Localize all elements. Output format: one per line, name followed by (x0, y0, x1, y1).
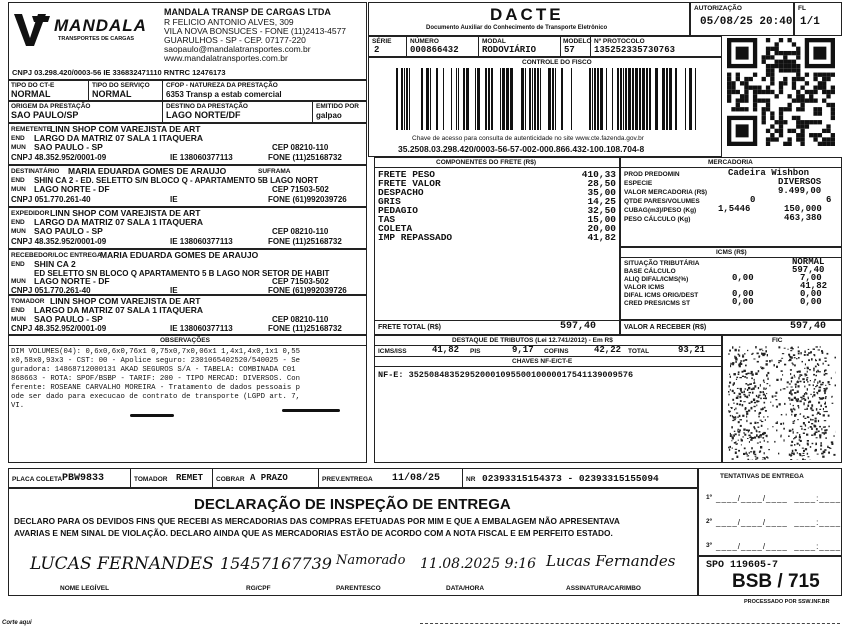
emitido-value: galpao (316, 111, 342, 120)
mercadoria-title: MERCADORIA (708, 159, 753, 166)
processado-label: PROCESSADO POR SSW.INF.BR (744, 599, 830, 605)
remetente-cep: CEP 08210-110 (272, 143, 329, 152)
data-label: DATA/HORA (446, 585, 485, 592)
aliq-label: ALIQ DIFAL/ICMS(%) (624, 276, 689, 283)
tipo-cte-value: NORMAL (11, 89, 51, 99)
observacao-line: guradora: 14868712000131 AKAD SEGUROS S/A - TABELA: COMBINADA C01 (11, 366, 296, 374)
autorizacao-label: AUTORIZAÇÃO (694, 5, 742, 12)
frete-item-value: 41,82 (587, 232, 616, 243)
nfe-key: NF-E: 35250848352952000109550010000017541139009576 (378, 370, 634, 380)
frete-item-value: 14,25 (587, 196, 616, 207)
cobrar-label: COBRAR (216, 476, 245, 483)
tentativa-3: 3º (706, 542, 712, 549)
aliq-b: 7,00 (800, 273, 822, 283)
tentativas-title: TENTATIVAS DE ENTREGA (720, 473, 804, 480)
emitter-cnpj: CNPJ 03.298.420/0003-56 IE 336832471110 RNTRC 12476173 (12, 68, 226, 77)
cut-line (420, 623, 840, 624)
expedidor-title: EXPEDIDOR (11, 210, 50, 217)
tentativa-2-line: ____/____/____ ____:____ (716, 518, 842, 527)
recebedor-fone: FONE (61)992039726 (268, 286, 347, 295)
recebedor-end2: ED SELETTO SN BLOCO Q APARTAMENTO 5 B LAGO NOR SETOR DE HABIT (34, 269, 330, 278)
modelo-label: MODELO (563, 38, 592, 45)
observacao-line: DIM VOLUMES(04): 0,6x0,6x0,76x1 0,75x0,7x0,06x1 1,4x1,4x0,1x1 0,55 (11, 348, 301, 356)
expedidor-mun: SAO PAULO - SP (34, 226, 103, 236)
qtde-label: QTDE PARES/VOLUMES (624, 198, 700, 205)
remetente-cnpj: CNPJ 48.352.952/0001-09 (11, 153, 107, 162)
tomador-title: TOMADOR (11, 298, 45, 305)
frete-total-value: 597,40 (560, 321, 597, 332)
tomador-cnpj: CNPJ 48.352.952/0001-09 (11, 324, 107, 333)
controle-fisco-label: CONTROLE DO FISCO (522, 59, 592, 66)
emitter-name: MANDALA TRANSP DE CARGAS LTDA (164, 7, 331, 17)
frete-item-label: PEDAGIO (378, 205, 418, 216)
situacao-value: NORMAL (792, 257, 825, 267)
numero-value: 000866432 (410, 45, 459, 55)
icms-title: ICMS (R$) (716, 249, 747, 256)
cfop-value: 6353 Transp a estab comercial (166, 90, 282, 99)
prev-value: 11/08/25 (392, 473, 441, 484)
frete-item-label: DESPACHO (378, 187, 424, 198)
recebedor-end1: SHIN CA 2 (34, 259, 76, 269)
logo-text: MANDALA (54, 16, 147, 35)
observacao-line: 868663 - ROTA: SPOF/BSBP - TARIF: 200 - TIPO MERCAD: DIVERSOS. Con (11, 375, 301, 383)
frete-item-row (378, 233, 616, 242)
tomador-footer-label: TOMADOR (134, 476, 168, 483)
frete-item-label: IMP REPASSADO (378, 232, 453, 243)
frete-item-row (378, 215, 616, 224)
tipo-serv-label: TIPO DO SERVIÇO (92, 82, 150, 89)
remetente-ie: IE 138060377113 (170, 153, 233, 162)
peso-label: PESO CÁLCULO (Kg) (624, 216, 691, 223)
remetente-mun: SAO PAULO - SP (34, 142, 103, 152)
cred-a: 0,00 (732, 297, 754, 307)
frete-item-label: FRETE VALOR (378, 178, 441, 189)
tentativa-3-line: ____/____/____ ____:____ (716, 542, 842, 551)
bsb-value: BSB / 715 (732, 571, 820, 592)
cobrar-value: A PRAZO (250, 473, 288, 483)
expedidor-name: LINN SHOP COM VAREJISTA DE ART (50, 208, 201, 218)
dacte-title: DACTE (490, 5, 564, 24)
valor-merc-value: 9.499,00 (778, 186, 822, 196)
frete-item-label: FRETE PESO (378, 169, 436, 180)
observacao-line: ode ser dado para execucao de contrato de transporte (LGPD art. 7, (11, 393, 301, 401)
observacoes-title: OBSERVAÇÕES (160, 337, 210, 344)
tentativa-1: 1º (706, 494, 712, 501)
peso-value: 463,380 (784, 213, 822, 223)
frete-item-value: 32,50 (587, 205, 616, 216)
frete-total-label: FRETE TOTAL (R$) (378, 324, 441, 331)
especie-label: ESPECIE (624, 180, 653, 187)
sig-rg: 15457167739 (220, 554, 332, 573)
valor-icms-value: 41,82 (800, 281, 828, 291)
chave-value: 35.2508.03.298.420/0003-56-57-002-000.866.432-100.108.704-8 (398, 144, 645, 154)
modal-value: RODOVIÁRIO (482, 45, 537, 55)
emitter-addr2: VILA NOVA BONSUCES - FONE (11)2413-4577 (164, 26, 347, 36)
mun-label: MUN (11, 186, 26, 193)
difal-label: DIFAL ICMS ORIG/DEST (624, 292, 699, 299)
frete-item-value: 15,00 (587, 214, 616, 225)
cubag-a: 1,5446 (718, 204, 751, 214)
dacte-subtitle: Documento Auxiliar do Conhecimento de Transporte Eletrônico (426, 25, 608, 31)
mun-label: MUN (11, 228, 26, 235)
base-label: BASE CÁLCULO (624, 268, 676, 275)
placa-value: PBW9833 (62, 473, 105, 484)
destinatario-mun: LAGO NORTE - DF (34, 184, 110, 194)
stamp-icon (728, 346, 836, 460)
receber-label: VALOR A RECEBER (R$) (624, 324, 707, 331)
tomador-fone: FONE (11)25168732 (268, 324, 342, 333)
tentativa-1-line: ____/____/____ ____:____ (716, 494, 842, 503)
frete-item-value: 410,33 (581, 169, 616, 180)
destinatario-name: MARIA EDUARDA GOMES DE ARAUJO (68, 166, 227, 176)
valor-merc-label: VALOR MERCADORIA (R$) (624, 189, 708, 196)
autorizacao-value: 05/08/25 20:40 (700, 16, 793, 28)
frete-item-row (378, 188, 616, 197)
cubag-label: CUBAG(m3)/PESO (Kg) (624, 207, 697, 214)
frete-title: COMPONENTES DO FRETE (R$) (436, 159, 537, 166)
situacao-label: SITUAÇÃO TRIBUTÁRIA (624, 260, 700, 267)
destinatario-cnpj: CNPJ 051.770.261-40 (11, 195, 91, 204)
frete-item-label: GRIS (378, 196, 401, 207)
redaction-mark (282, 409, 340, 412)
placa-label: PLACA COLETA (12, 476, 63, 483)
tributos-title: DESTAQUE DE TRIBUTOS (Lei 12.741/2012) - Em R$ (452, 337, 613, 344)
pis-value: 9,17 (512, 345, 534, 355)
end-label: END (11, 219, 25, 226)
origem-value: SAO PAULO/SP (11, 110, 79, 120)
destinatario-cep: CEP 71503-502 (272, 185, 329, 194)
frete-item-label: COLETA (378, 223, 413, 234)
logo-subtext: TRANSPORTES DE CARGAS (58, 36, 135, 42)
emitter-site: www.mandalatransportes.com.br (164, 53, 288, 63)
tipo-serv-value: NORMAL (92, 89, 132, 99)
mandala-logo-icon (12, 12, 52, 48)
cred-b: 0,00 (800, 297, 822, 307)
declaracao-text2: AVARIAS E NEM SINAL DE VIOLAÇÃO. DECLARO AINDA QUE AS MERCADORIAS ESTÃO DE ACORDO COM A NOTA FISCAL E EM PERFEITO ESTADO. (14, 528, 613, 538)
expedidor-cep: CEP 08210-110 (272, 227, 329, 236)
emitter-email: saopaulo@mandalatransportes.com.br (164, 44, 311, 54)
destinatario-fone: FONE (61)992039726 (268, 195, 347, 204)
mun-label: MUN (11, 144, 26, 151)
qtde-b: 6 (826, 195, 832, 205)
rg-label: RG/CPF (246, 585, 271, 592)
tomador-ie: IE 138060377113 (170, 324, 233, 333)
observacao-line: VI. (11, 402, 25, 410)
expedidor-ie: IE 138060377113 (170, 237, 233, 246)
protocolo-label: Nº PROTOCOLO (594, 38, 645, 45)
origem-label: ORIGEM DA PRESTAÇÃO (11, 103, 91, 110)
icmsiss-label: ICMS/ISS (378, 348, 407, 355)
frete-item-value: 28,50 (587, 178, 616, 189)
emitter-addr1: R FELICIO ANTONIO ALVES, 309 (164, 17, 294, 27)
observacao-line: x0,58x0,93x3 - CST: 00 - Apolice seguro: 2301065402520/540025 - Se (11, 357, 301, 365)
icmsiss-value: 41,82 (432, 345, 460, 355)
remetente-name: LINN SHOP COM VAREJISTA DE ART (50, 124, 201, 134)
assinatura-label: ASSINATURA/CARIMBO (566, 585, 641, 592)
destinatario-ie: IE (170, 195, 178, 204)
fic-label: FIC (772, 337, 783, 344)
observacoes-text (11, 348, 300, 411)
frete-item-value: 20,00 (587, 223, 616, 234)
barcode-icon (396, 68, 696, 130)
emitter-addr3: GUARULHOS - SP - CEP. 07177-220 (164, 35, 306, 45)
frete-item-value: 35,00 (587, 187, 616, 198)
receber-value: 597,40 (790, 321, 827, 332)
end-label: END (11, 177, 25, 184)
cofins-value: 42,22 (594, 345, 622, 355)
chave-label: Chave de acesso para consulta de autenticidade no site www.cte.fazenda.gov.br (412, 135, 644, 142)
prev-label: PREV.ENTREGA (322, 476, 373, 483)
mun-label: MUN (11, 278, 26, 285)
frete-items (378, 170, 616, 242)
tipo-cte-label: TIPO DO CT-E (11, 82, 55, 89)
tentativa-2: 2º (706, 518, 712, 525)
difal-a: 0,00 (732, 289, 754, 299)
destinatario-end: SHIN CA 2 - ED. SELETTO S/N BLOCO Q - APARTAMENTO 5B LAGO NORT (34, 176, 319, 185)
destino-value: LAGO NORTE/DF (166, 110, 241, 120)
chaves-label: CHAVES NF-E/CT-E (512, 358, 573, 365)
cubag-b: 150,000 (784, 204, 822, 214)
spo-value: SPO 119605-7 (706, 560, 779, 571)
recebedor-cnpj: CNPJ 051.770.261-40 (11, 286, 91, 295)
sig-assinatura: Lucas Fernandes (546, 552, 676, 570)
mun-label: MUN (11, 316, 26, 323)
end-label: END (11, 135, 25, 142)
remetente-title: REMETENTE (11, 126, 52, 133)
recebedor-mun: LAGO NORTE - DF (34, 276, 110, 286)
sig-data: 11.08.2025 9:16 (420, 556, 537, 572)
sig-nome: LUCAS FERNANDES (30, 554, 214, 574)
total-trib-value: 93,21 (678, 345, 706, 355)
expedidor-fone: FONE (11)25168732 (268, 237, 342, 246)
observacao-line: ferente: ROSEANE CARVALHO MOREIRA - Tratamento de dados pessoais p (11, 384, 301, 392)
tomador-cep: CEP 08210-110 (272, 315, 329, 324)
protocolo-value: 135252335730763 (594, 45, 676, 55)
qr-code-icon (726, 38, 836, 146)
fl-label: FL (798, 5, 806, 12)
emitido-label: EMITIDO POR (316, 103, 359, 110)
base-value: 597,40 (792, 265, 825, 275)
end-label: END (11, 307, 25, 314)
parentesco-label: PARENTESCO (336, 585, 381, 592)
tomador-end: LARGO DA MATRIZ 07 SALA 1 ITAQUERA (34, 305, 204, 315)
destino-label: DESTINO DA PRESTAÇÃO (166, 103, 248, 110)
pis-label: PIS (470, 348, 481, 355)
destinatario-title: DESTINATÁRIO (11, 168, 60, 175)
total-trib-label: TOTAL (628, 348, 650, 355)
modelo-value: 57 (564, 45, 575, 55)
expedidor-cnpj: CNPJ 48.352.952/0001-09 (11, 237, 107, 246)
tomador-name: LINN SHOP COM VAREJISTA DE ART (50, 296, 201, 306)
expedidor-end: LARGO DA MATRIZ 07 SALA 1 ITAQUERA (34, 217, 204, 227)
difal-b: 0,00 (800, 289, 822, 299)
corte-label: Corte aqui (2, 620, 32, 626)
end-label: END (11, 261, 25, 268)
especie-value: DIVERSOS (778, 177, 822, 187)
serie-label: SÉRIE (372, 38, 392, 45)
redaction-mark (130, 414, 174, 417)
declaracao-text1: DECLARO PARA OS DEVIDOS FINS QUE RECEBI AS MERCADORIAS DAS COMPRAS EFETUADAS POR MIM E QUE A EMBALAGEM NÃO APRESENTAVA (14, 516, 620, 526)
prod-value: Cadeira Wishbon (728, 168, 810, 178)
destinatario-suframa: SUFRAMA (258, 168, 291, 175)
nome-label: NOME LEGÍVEL (60, 585, 110, 592)
aliq-a: 0,00 (732, 273, 754, 283)
frete-item-row (378, 206, 616, 215)
frete-item-label: TAS (378, 214, 396, 225)
modal-label: MODAL (482, 38, 506, 45)
tomador-mun: SAO PAULO - SP (34, 314, 103, 324)
valor-icms-label: VALOR ICMS (624, 284, 665, 291)
cofins-label: COFINS (544, 348, 569, 355)
numero-label: NÚMERO (410, 38, 439, 45)
tomador-footer-value: REMET (176, 473, 204, 483)
recebedor-cep: CEP 71503-502 (272, 277, 329, 286)
recebedor-title: RECEBEDOR/LOC ENTREGA (11, 252, 102, 259)
cred-label: CRED PRES/ICMS ST (624, 300, 691, 307)
nr-value: 02393315154373 - 02393315155094 (482, 473, 659, 484)
fl-value: 1/1 (800, 16, 820, 28)
declaracao-title: DECLARAÇÃO DE INSPEÇÃO DE ENTREGA (194, 496, 511, 513)
recebedor-ie: IE (170, 286, 178, 295)
prod-label: PROD PREDOMIN (624, 171, 680, 178)
nr-label: NR (466, 476, 476, 483)
remetente-end: LARGO DA MATRIZ 07 SALA 1 ITAQUERA (34, 133, 204, 143)
sig-parentesco: Namorado (336, 553, 406, 568)
qtde-a: 0 (750, 195, 756, 205)
recebedor-name: MARIA EDUARDA GOMES DE ARAUJO (100, 250, 259, 260)
cfop-label: CFOP - NATUREZA DA PRESTAÇÃO (166, 82, 278, 89)
serie-value: 2 (374, 45, 380, 55)
remetente-fone: FONE (11)25168732 (268, 153, 342, 162)
